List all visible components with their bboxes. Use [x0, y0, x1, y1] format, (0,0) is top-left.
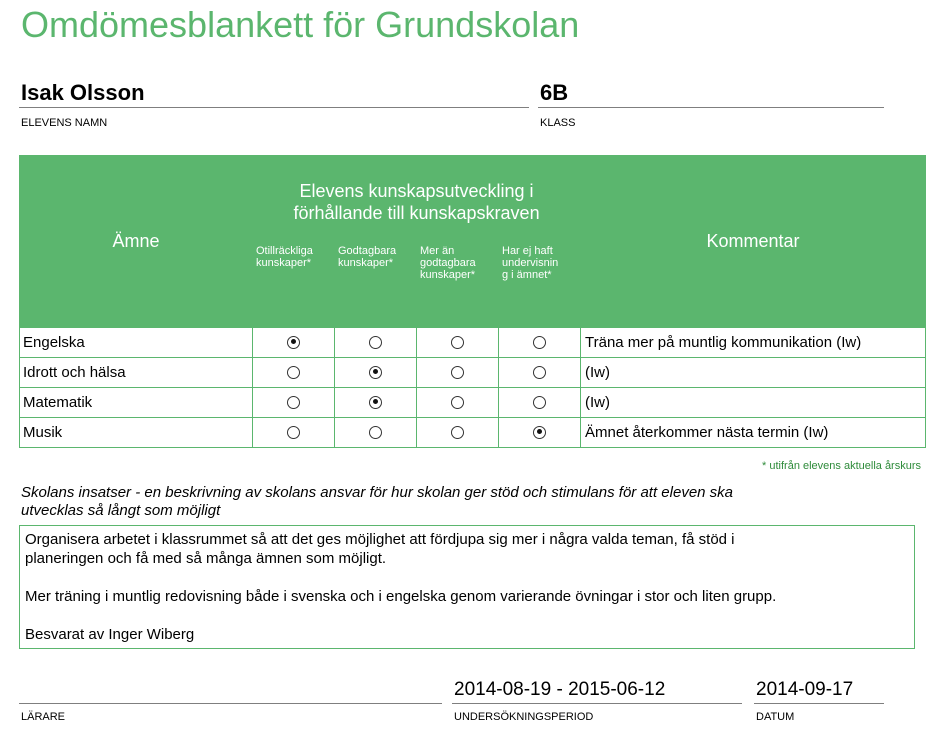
level-radio[interactable]	[451, 336, 464, 349]
level-cell	[253, 418, 335, 448]
level-cell	[335, 388, 417, 418]
level-radio[interactable]	[533, 366, 546, 379]
school-efforts-paragraph-2: Mer träning i muntlig redovisning både i svenska och i engelska genom varierande övningar i stor och liten grupp.	[25, 588, 777, 605]
level-radio[interactable]	[533, 396, 546, 409]
level-cell	[335, 418, 417, 448]
subject-cell: Matematik	[20, 388, 253, 418]
assessment-table	[19, 155, 926, 448]
level-cell	[417, 418, 499, 448]
level-radio[interactable]	[287, 396, 300, 409]
level-cell	[253, 328, 335, 358]
development-header-line1: Elevens kunskapsutveckling i	[299, 180, 534, 201]
level-radio[interactable]	[369, 426, 382, 439]
level-radio[interactable]	[533, 426, 546, 439]
date-value[interactable]: 2014-09-17	[756, 679, 854, 700]
level-header-no-teaching: Har ej haft undervisnin g i ämnet*	[499, 242, 581, 328]
level-radio[interactable]	[451, 426, 464, 439]
table-row	[20, 328, 926, 358]
level-radio[interactable]	[369, 396, 382, 409]
level-cell	[253, 388, 335, 418]
level-radio[interactable]	[369, 366, 382, 379]
comment-cell[interactable]: (Iw)	[581, 358, 926, 388]
level-cell	[499, 388, 581, 418]
school-efforts-answered-by: Besvarat av Inger Wiberg	[25, 626, 195, 643]
level-radio[interactable]	[287, 426, 300, 439]
comment-cell[interactable]: (Iw)	[581, 388, 926, 418]
class-label: KLASS	[540, 117, 576, 129]
level-cell	[335, 358, 417, 388]
student-name-line	[19, 107, 529, 108]
level-cell	[499, 328, 581, 358]
level-cell	[499, 418, 581, 448]
subject-cell: Engelska	[20, 328, 253, 358]
period-label: UNDERSÖKNINGSPERIOD	[454, 711, 594, 723]
level-header-insufficient: Otillräckliga kunskaper*	[253, 242, 335, 328]
school-efforts-textbox[interactable]	[19, 525, 915, 649]
level-cell	[335, 328, 417, 358]
period-line	[452, 703, 742, 704]
comment-header: Kommentar	[581, 156, 926, 328]
level-radio[interactable]	[533, 336, 546, 349]
school-efforts-title: Skolans insatser - en beskrivning av skolans ansvar för hur skolan ger stöd och stimulans för att eleven ska utvecklas så långt som möjligt	[21, 484, 734, 519]
level-cell	[417, 388, 499, 418]
comment-cell[interactable]: Ämnet återkommer nästa termin (Iw)	[581, 418, 926, 448]
comment-cell[interactable]: Träna mer på muntlig kommunikation (Iw)	[581, 328, 926, 358]
student-name-value[interactable]: Isak Olsson	[21, 80, 145, 105]
subject-cell: Idrott och hälsa	[20, 358, 253, 388]
class-line	[538, 107, 884, 108]
level-cell	[417, 328, 499, 358]
level-header-more-than-acceptable: Mer än godtagbara kunskaper*	[417, 242, 499, 328]
subject-header: Ämne	[20, 156, 253, 328]
date-label: DATUM	[756, 711, 795, 723]
student-name-label: ELEVENS NAMN	[21, 117, 108, 129]
date-line	[754, 703, 884, 704]
level-radio[interactable]	[287, 366, 300, 379]
class-value[interactable]: 6B	[540, 80, 569, 105]
level-cell	[417, 358, 499, 388]
period-value[interactable]: 2014-08-19 - 2015-06-12	[454, 679, 666, 700]
level-cell	[253, 358, 335, 388]
level-radio[interactable]	[287, 336, 300, 349]
development-header	[253, 156, 581, 242]
table-row	[20, 388, 926, 418]
teacher-label: LÄRARE	[21, 711, 66, 723]
form-title: Omdömesblankett för Grundskolan	[21, 4, 580, 45]
table-footnote: * utifrån elevens aktuella årskurs	[762, 460, 921, 472]
table-row	[20, 418, 926, 448]
level-radio[interactable]	[451, 366, 464, 379]
level-radio[interactable]	[369, 336, 382, 349]
level-header-acceptable: Godtagbara kunskaper*	[335, 242, 417, 328]
level-cell	[499, 358, 581, 388]
table-row	[20, 358, 926, 388]
teacher-line	[19, 703, 442, 704]
development-header-line2: förhållande till kunskapskraven	[293, 202, 540, 223]
level-radio[interactable]	[451, 396, 464, 409]
school-efforts-paragraph-1: Organisera arbetet i klassrummet så att det ges möjlighet att fördjupa sig mer i några valda teman, få stöd i planeringen och få med så många ämnen som möjligt.	[25, 531, 735, 567]
subject-cell: Musik	[20, 418, 253, 448]
